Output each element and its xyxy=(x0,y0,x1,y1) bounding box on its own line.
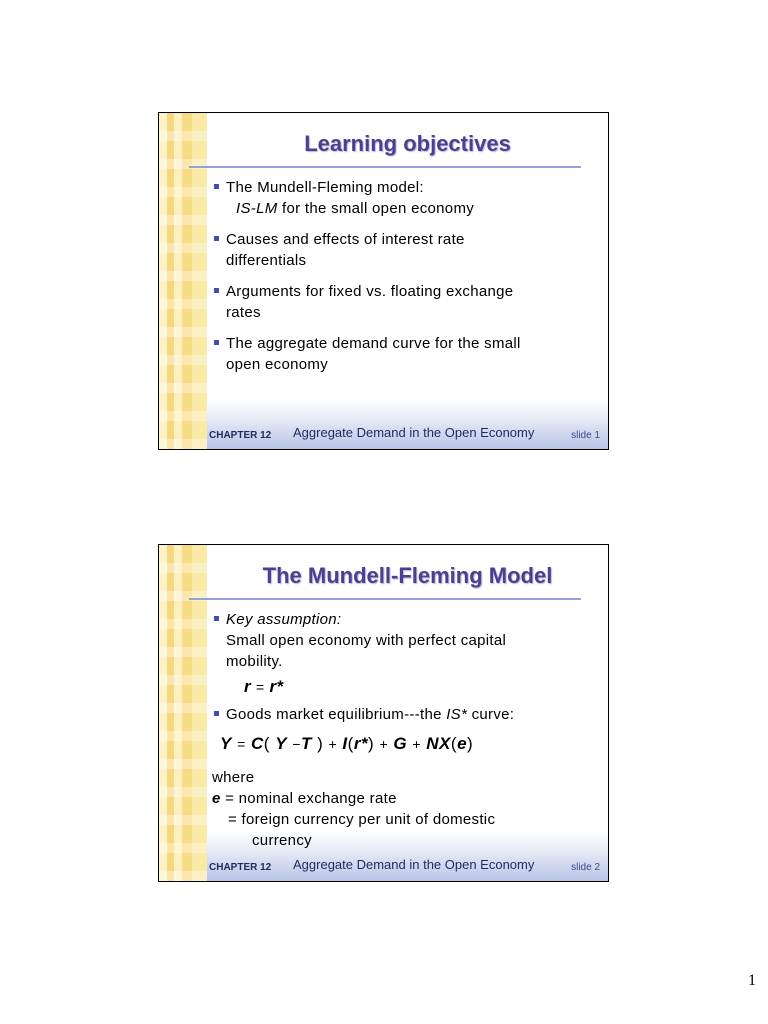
slide-1 xyxy=(158,112,609,450)
footer-chapter: CHAPTER 12 xyxy=(209,862,272,873)
bullet-text xyxy=(226,198,592,219)
bullet-text: rates xyxy=(226,304,261,321)
footer-chapter: CHAPTER 12 xyxy=(209,430,272,441)
bullet-icon xyxy=(214,288,219,293)
eq-var: Y xyxy=(220,734,232,753)
italic-term: IS* xyxy=(446,706,468,723)
eq-paren: ( xyxy=(347,734,354,753)
where-block xyxy=(212,767,592,851)
bullet-text: Small open economy with perfect capital xyxy=(226,632,507,649)
bullet-text: Causes and effects of interest rate xyxy=(226,231,465,248)
bullet-icon xyxy=(214,236,219,241)
eq-op: + xyxy=(379,736,389,752)
definition-text: = foreign currency per unit of domestic xyxy=(228,811,496,828)
list-item xyxy=(212,281,592,323)
eq-op: − xyxy=(292,736,301,752)
definition-text: = nominal exchange rate xyxy=(220,790,397,807)
slide-footer xyxy=(209,855,608,873)
eq-op: = xyxy=(237,736,246,752)
list-item xyxy=(212,229,592,271)
eq-var: e xyxy=(212,790,221,807)
bullet-text-pre: Goods market equilibrium---the xyxy=(226,706,447,723)
slide-title: The Mundell-Fleming Model xyxy=(262,563,553,588)
bullet-text-post: curve: xyxy=(467,706,515,723)
slide-2 xyxy=(158,544,609,882)
eq-var: T xyxy=(300,734,312,753)
eq-var: Y xyxy=(275,734,288,753)
definition-line xyxy=(212,788,592,809)
title-rule xyxy=(189,166,581,168)
title-rule xyxy=(189,598,581,600)
slide-title: Learning objectives xyxy=(304,131,511,156)
eq-paren: ) xyxy=(467,734,474,753)
bullet-icon xyxy=(214,711,219,716)
decorative-sidebar xyxy=(159,545,207,881)
bullet-text: The aggregate demand curve for the small xyxy=(226,335,521,352)
equation-is-star xyxy=(212,733,592,755)
bullet-text: mobility. xyxy=(226,653,283,670)
bullet-text: differentials xyxy=(226,252,307,269)
eq-var: r* xyxy=(353,734,369,753)
bullet-text: The Mundell-Fleming model: xyxy=(226,179,424,196)
eq-var: G xyxy=(393,734,408,753)
slide-content xyxy=(212,609,592,851)
list-item xyxy=(212,333,592,375)
page-number: 1 xyxy=(748,972,756,989)
eq-paren: ( xyxy=(450,734,458,753)
bullet-icon xyxy=(214,184,219,189)
bullet-text-rest: for the small open economy xyxy=(277,200,475,217)
footer-slide-number: slide 1 xyxy=(571,430,600,441)
eq-var: e xyxy=(457,734,468,753)
eq-paren: ( xyxy=(263,734,270,753)
eq-var: r xyxy=(244,677,251,696)
eq-op: + xyxy=(412,736,422,752)
list-item xyxy=(212,177,592,219)
decorative-sidebar xyxy=(159,113,207,449)
italic-term: IS-LM xyxy=(236,200,278,217)
eq-op: = xyxy=(255,679,265,695)
footer-slide-number: slide 2 xyxy=(571,862,600,873)
bullet-icon xyxy=(214,616,219,621)
bullet-text xyxy=(226,704,592,725)
list-item xyxy=(212,609,592,672)
bullet-icon xyxy=(214,340,219,345)
slide-content xyxy=(212,177,592,385)
eq-var: C xyxy=(251,734,264,753)
eq-paren: ) xyxy=(368,734,375,753)
footer-title: Aggregate Demand in the Open Economy xyxy=(293,425,535,440)
bullet-label: Key assumption: xyxy=(226,611,342,628)
bullet-text: Arguments for fixed vs. floating exchange xyxy=(226,283,514,300)
definition-text: currency xyxy=(252,832,312,849)
eq-var: I xyxy=(342,734,348,753)
eq-op: + xyxy=(328,736,338,752)
bullet-text: open economy xyxy=(226,356,329,373)
slide-footer xyxy=(209,423,608,441)
list-item xyxy=(212,704,592,725)
equation-interest-parity xyxy=(212,676,592,698)
eq-var: r* xyxy=(269,677,284,696)
footer-title: Aggregate Demand in the Open Economy xyxy=(293,857,535,872)
where-label: where xyxy=(212,769,255,786)
eq-var: NX xyxy=(426,734,451,753)
eq-paren: ) xyxy=(317,734,324,753)
